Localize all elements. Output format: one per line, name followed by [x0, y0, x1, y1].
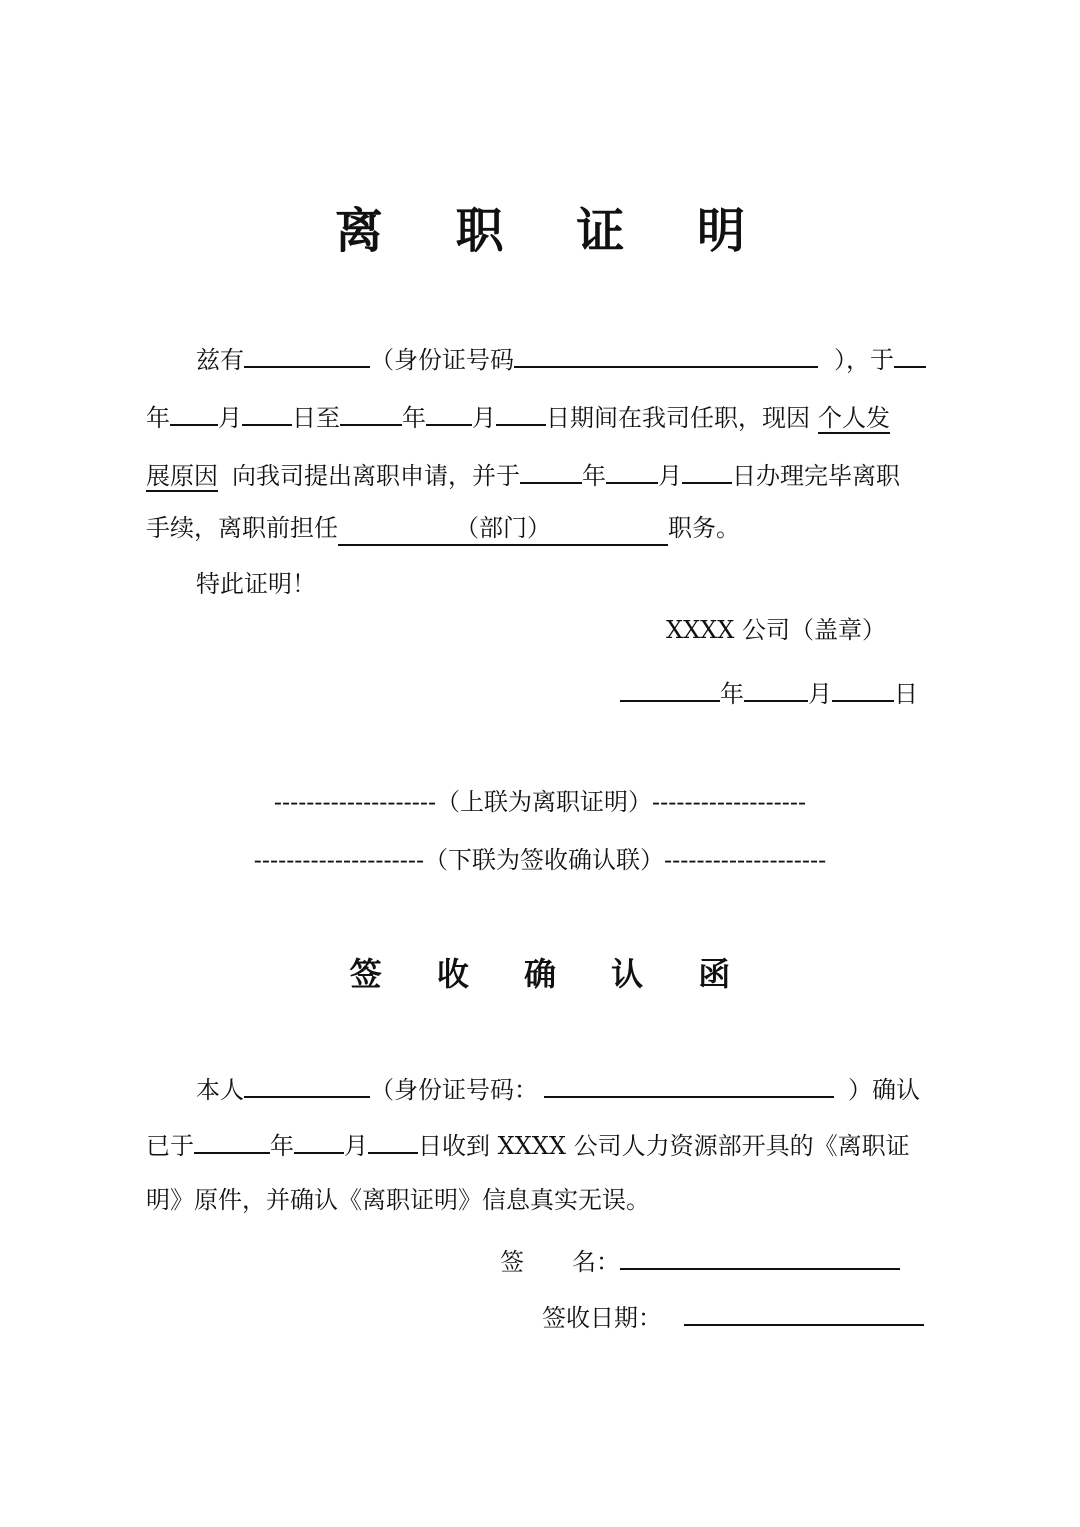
- id-label: （身份证号码: [370, 346, 514, 374]
- confirm-line1: [196, 1070, 920, 1106]
- month-blank[interactable]: [242, 398, 292, 426]
- confirm-line3: 明》原件，并确认《离职证明》信息真实无误。: [146, 1186, 650, 1214]
- signature-blank[interactable]: [620, 1242, 900, 1270]
- text-issue-day: 日: [894, 680, 918, 708]
- month-blank-end[interactable]: [426, 398, 472, 426]
- leave-day-blank[interactable]: [682, 456, 732, 484]
- text-close: ），于: [834, 346, 894, 374]
- text-issue-year: 年: [720, 680, 744, 708]
- text-year3: 年: [582, 462, 606, 490]
- text-already: 已于: [146, 1132, 194, 1160]
- confirm-id-blank[interactable]: [544, 1070, 834, 1098]
- document-title: 离 职 证 明: [334, 203, 774, 259]
- position-blank[interactable]: [338, 512, 668, 546]
- divider-bottom: ---------------------（下联为签收确认联）--------------------: [253, 846, 827, 874]
- issue-year-blank[interactable]: [620, 674, 720, 702]
- text-issue-month: 月: [808, 680, 832, 708]
- text-year: 年: [146, 404, 170, 432]
- para1-line4: [146, 512, 740, 546]
- confirm-name-blank[interactable]: [244, 1070, 370, 1098]
- company-seal: XXXX 公司（盖章）: [666, 616, 886, 644]
- receive-month-blank[interactable]: [294, 1126, 344, 1154]
- confirm-id-label: （身份证号码：: [370, 1076, 538, 1104]
- text-r-tail: 日收到 XXXX 公司人力资源部开具的《离职证: [418, 1132, 910, 1160]
- text-tail3: 日办理完毕离职: [732, 462, 900, 490]
- reason-part2: 展原因: [146, 462, 218, 490]
- sign-date-row: [542, 1298, 924, 1334]
- reason-part1: 个人发: [818, 404, 890, 432]
- text-month3: 月: [658, 462, 682, 490]
- sign-date-label: 签收日期：: [542, 1304, 662, 1332]
- leave-month-blank[interactable]: [606, 456, 658, 484]
- leave-year-blank[interactable]: [520, 456, 582, 484]
- para1-line3: [146, 456, 900, 492]
- signature-label: 签 名：: [500, 1248, 620, 1276]
- dept-label: （部门）: [455, 514, 551, 542]
- issue-month-blank[interactable]: [744, 674, 808, 702]
- text-month: 月: [218, 404, 242, 432]
- certify-text: 特此证明！: [196, 570, 316, 598]
- year-blank-start[interactable]: [894, 340, 926, 368]
- year-blank-end[interactable]: [340, 398, 402, 426]
- para1-line2: [146, 398, 890, 434]
- text-prefix4: 手续，离职前担任: [146, 514, 338, 542]
- issue-day-blank[interactable]: [832, 674, 894, 702]
- id-number-blank[interactable]: [514, 340, 818, 368]
- divider-top: --------------------（上联为离职证明）-------------------: [273, 788, 807, 816]
- name-blank[interactable]: [244, 340, 370, 368]
- para1-line1: [196, 340, 926, 376]
- text-tail: 日期间在我司任职，现因: [546, 404, 810, 432]
- signature-row: [500, 1242, 900, 1278]
- text-prefix: 兹有: [196, 346, 244, 374]
- receive-day-blank[interactable]: [368, 1126, 418, 1154]
- year-blank[interactable]: [170, 398, 218, 426]
- sign-date-blank[interactable]: [684, 1298, 924, 1326]
- text-self: 本人: [196, 1076, 244, 1104]
- text-day-to: 日至: [292, 404, 340, 432]
- text-r-month: 月: [344, 1132, 368, 1160]
- text-r-year: 年: [270, 1132, 294, 1160]
- confirm-close: ）确认: [848, 1076, 920, 1104]
- receive-year-blank[interactable]: [194, 1126, 270, 1154]
- text-year2: 年: [402, 404, 426, 432]
- day-blank-end[interactable]: [496, 398, 546, 426]
- issue-date-line: [620, 674, 918, 710]
- text-mid: 向我司提出离职申请，并于: [232, 462, 520, 490]
- text-month2: 月: [472, 404, 496, 432]
- confirm-title: 签 收 确 认 函: [349, 955, 753, 993]
- confirm-line2: [146, 1126, 910, 1162]
- text-tail4: 职务。: [668, 514, 740, 542]
